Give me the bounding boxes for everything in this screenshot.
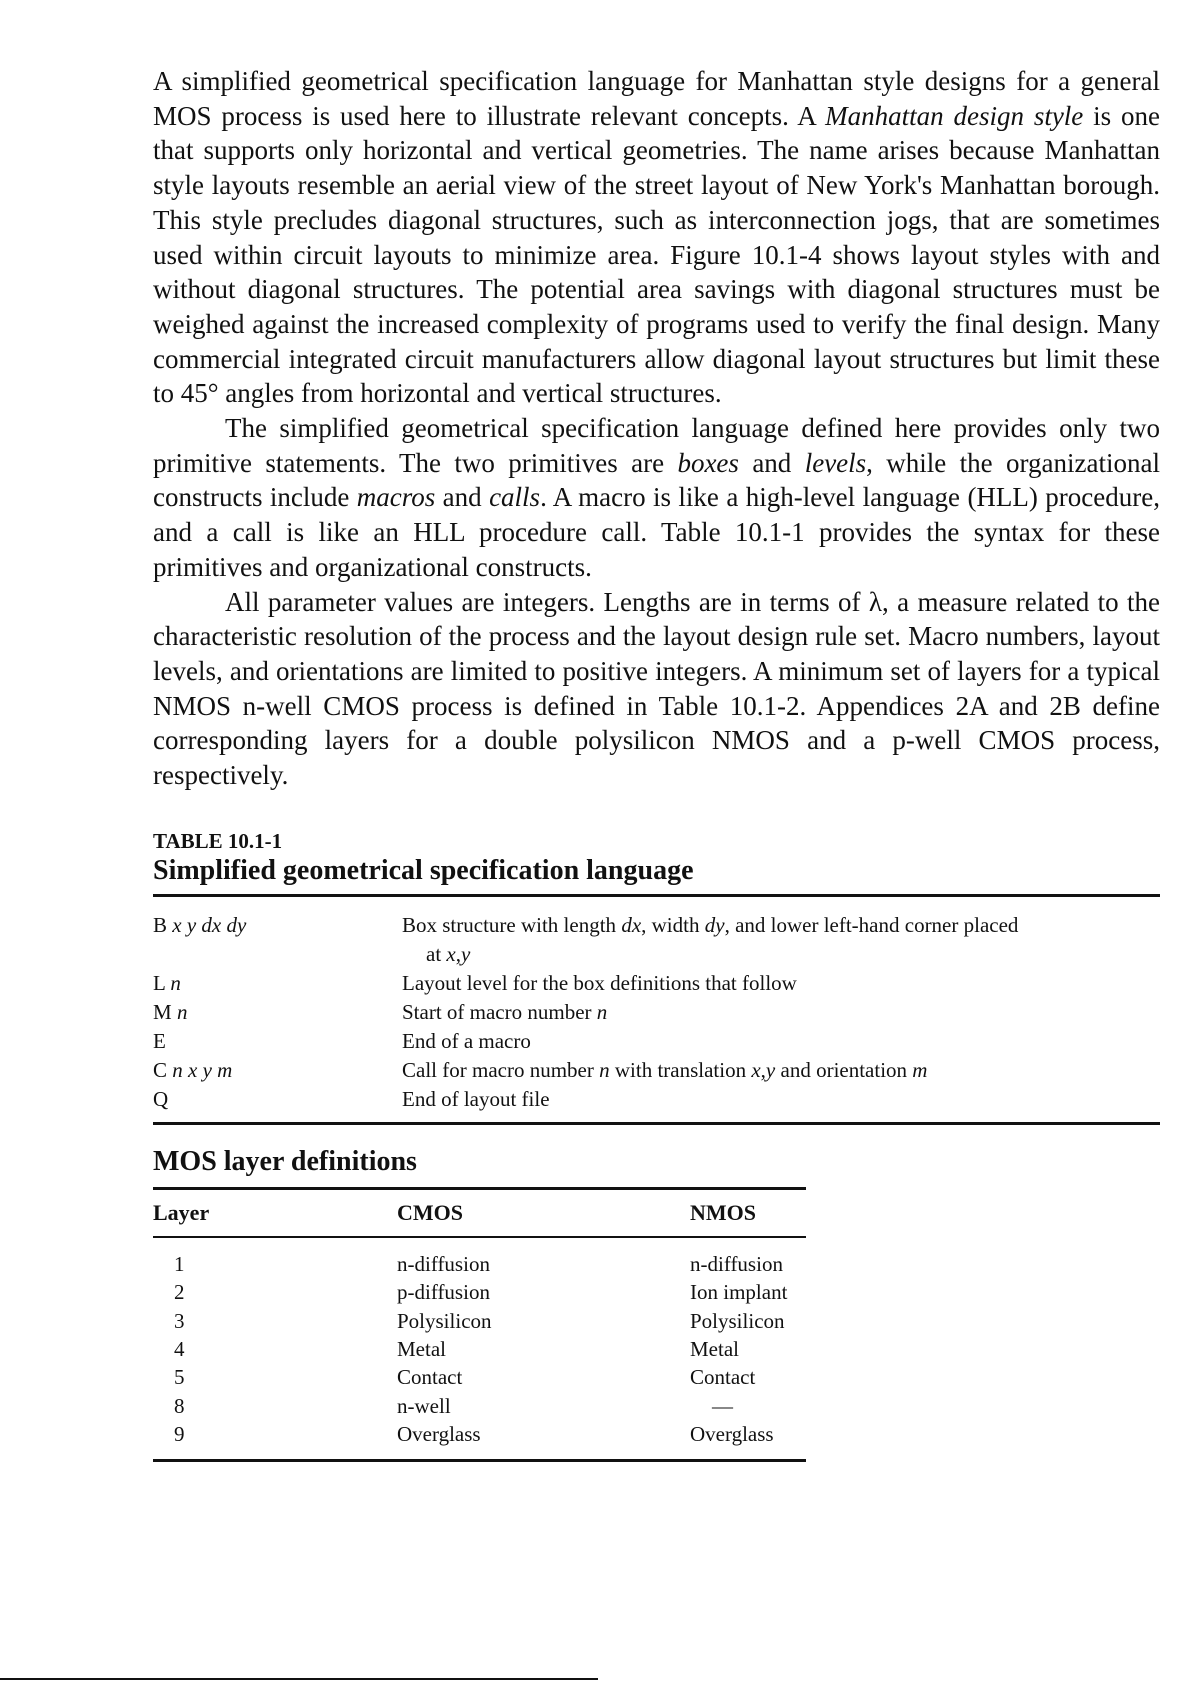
command-letter: L — [153, 970, 171, 995]
cmos-layer: n-well — [397, 1393, 451, 1418]
syntax-command — [153, 1085, 402, 1114]
text-run: The simplified geometrical specification language defined here provides only two primitive statements. The two primitives are — [153, 413, 1160, 478]
paragraph-manhattan-style — [153, 64, 1160, 411]
text-run: , and lower left-hand corner placed — [724, 912, 1019, 937]
text-run: A simplified geometrical specification language for Manhattan style designs for a general MOS process is used here to illustrate relevant concepts. A — [153, 66, 1160, 131]
table-row — [153, 1420, 806, 1448]
nmos-layer: Overglass — [690, 1422, 774, 1447]
variable: n — [596, 999, 608, 1024]
layer-table — [153, 1187, 806, 1462]
layer-number: 8 — [174, 1393, 185, 1418]
variable: n — [599, 1057, 610, 1082]
table-row — [153, 911, 1160, 969]
table-row — [153, 1085, 1160, 1114]
command-letter: B — [153, 912, 173, 937]
table-row — [153, 1392, 806, 1420]
emphasis-term: Manhattan design style — [825, 100, 1084, 131]
header-layer: Layer — [153, 1199, 210, 1225]
nmos-layer: Ion implant — [690, 1280, 788, 1305]
command-args: x y dx dy — [172, 912, 247, 937]
table-rule-bottom — [153, 1122, 1160, 1125]
syntax-command — [153, 969, 402, 998]
cmos-layer: Polysilicon — [397, 1308, 492, 1333]
syntax-command — [153, 1027, 402, 1056]
paragraph-primitives — [153, 411, 1160, 585]
table-row — [153, 1307, 806, 1335]
cmos-layer: Metal — [397, 1336, 446, 1361]
nmos-layer: Polysilicon — [690, 1308, 785, 1333]
table-row — [153, 1335, 806, 1363]
command-letter: C — [153, 1057, 173, 1082]
layer-number: 9 — [174, 1422, 185, 1447]
text-run: Start of macro number — [402, 999, 597, 1024]
syntax-command — [153, 1056, 402, 1085]
page-bottom-rule — [0, 1678, 598, 1680]
document-page — [153, 64, 1160, 1462]
command-letter: E — [153, 1028, 166, 1053]
variable: y — [765, 1057, 776, 1082]
command-args: n — [176, 999, 188, 1024]
syntax-description — [402, 1056, 1160, 1085]
layer-table-body — [153, 1238, 806, 1459]
table-number: TABLE 10.1-1 — [153, 828, 283, 853]
layer-number: 4 — [174, 1336, 185, 1361]
syntax-command — [153, 911, 402, 969]
emphasis-term: macros — [356, 482, 436, 513]
variable: dx — [621, 912, 642, 937]
variable: y — [460, 941, 471, 966]
syntax-description — [402, 911, 1160, 969]
text-run: at — [426, 941, 447, 966]
text-run: and — [738, 447, 805, 478]
layer-table-title: MOS layer definitions — [153, 1145, 417, 1177]
text-run: . A macro is like a high-level language (HLL) procedure, and a call is like an HLL procedure call. Table 10.1-1 provides the syntax for these primitives and organizational constructs. — [153, 482, 1160, 582]
emphasis-term: boxes — [677, 447, 739, 478]
layer-number: 5 — [174, 1365, 185, 1390]
cmos-layer: Overglass — [397, 1422, 481, 1447]
table-row — [153, 969, 1160, 998]
description-continuation — [402, 940, 1160, 969]
variable: m — [912, 1057, 928, 1082]
text-run: with translation — [609, 1057, 752, 1082]
table-row — [153, 998, 1160, 1027]
syntax-description: End of a macro — [402, 1028, 531, 1053]
text-run: , — [760, 1057, 766, 1082]
header-cmos: CMOS — [397, 1199, 463, 1225]
cmos-layer: Contact — [397, 1365, 463, 1390]
variable: x — [751, 1057, 761, 1082]
text-run: is one that supports only horizontal and vertical geometries. The name arises because Manhattan style layouts resemble an aerial view of the street layout of New York's Manhattan borough. This style precludes diagonal structures, such as interconnection jogs, that are sometimes used within circuit layouts to minimize area. Figure 10.1-4 shows layout styles with and without diagonal structures. The potential area savings with diagonal structures must be weighed against the increased complexity of programs used to verify the final design. Many commercial integrated circuit manufacturers allow diagonal layout structures but limit these to 45° angles from horizontal and vertical structures. — [153, 100, 1160, 409]
command-letter: M — [153, 999, 177, 1024]
text-run: and orientation — [775, 1057, 913, 1082]
emphasis-term: levels — [804, 447, 867, 478]
text-run: , width — [641, 912, 705, 937]
table-row — [153, 1363, 806, 1391]
table-header-row — [153, 1190, 806, 1236]
variable: x — [446, 941, 456, 966]
syntax-description: End of layout file — [402, 1086, 550, 1111]
table-row — [153, 1056, 1160, 1085]
command-args: n x y m — [172, 1057, 233, 1082]
command-args: n — [170, 970, 181, 995]
table-row — [153, 1250, 806, 1278]
syntax-command — [153, 998, 402, 1027]
cmos-layer: n-diffusion — [397, 1251, 490, 1276]
nmos-layer: — — [712, 1393, 733, 1418]
layer-number: 2 — [174, 1280, 185, 1305]
table-title: Simplified geometrical specification language — [153, 854, 694, 886]
text-run: Box structure with length — [402, 912, 622, 937]
syntax-description: Layout level for the box definitions that follow — [402, 970, 797, 995]
text-run: , while the organizational constructs include — [153, 447, 1160, 513]
text-run: Call for macro number — [402, 1057, 600, 1082]
paragraph-parameters: All parameter values are integers. Lengths are in terms of λ, a measure related to the characteristic resolution of the process and the layout design rule set. Macro numbers, layout levels, and orientations are limited to positive integers. A minimum set of layers for a typical NMOS n-well CMOS process is defined in Table 10.1-2. Appendices 2A and 2B define corresponding layers for a double polysilicon NMOS and a p-well CMOS process, respectively. — [153, 586, 1160, 791]
table-rule-top — [153, 894, 1160, 897]
nmos-layer: n-diffusion — [690, 1251, 783, 1276]
syntax-table — [153, 894, 1160, 1125]
table-row — [153, 1278, 806, 1306]
layer-number: 3 — [174, 1308, 185, 1333]
text-run: , — [455, 941, 461, 966]
table-row — [153, 1027, 1160, 1056]
command-letter: Q — [153, 1086, 169, 1111]
nmos-layer: Metal — [690, 1336, 739, 1361]
text-run: and — [435, 482, 490, 513]
header-nmos: NMOS — [690, 1199, 756, 1225]
table-rule-bottom — [153, 1459, 806, 1462]
variable: dy — [704, 912, 725, 937]
emphasis-term: calls — [489, 482, 541, 513]
nmos-layer: Contact — [690, 1365, 756, 1390]
syntax-description — [402, 998, 1160, 1027]
cmos-layer: p-diffusion — [397, 1280, 490, 1305]
layer-number: 1 — [174, 1251, 185, 1276]
